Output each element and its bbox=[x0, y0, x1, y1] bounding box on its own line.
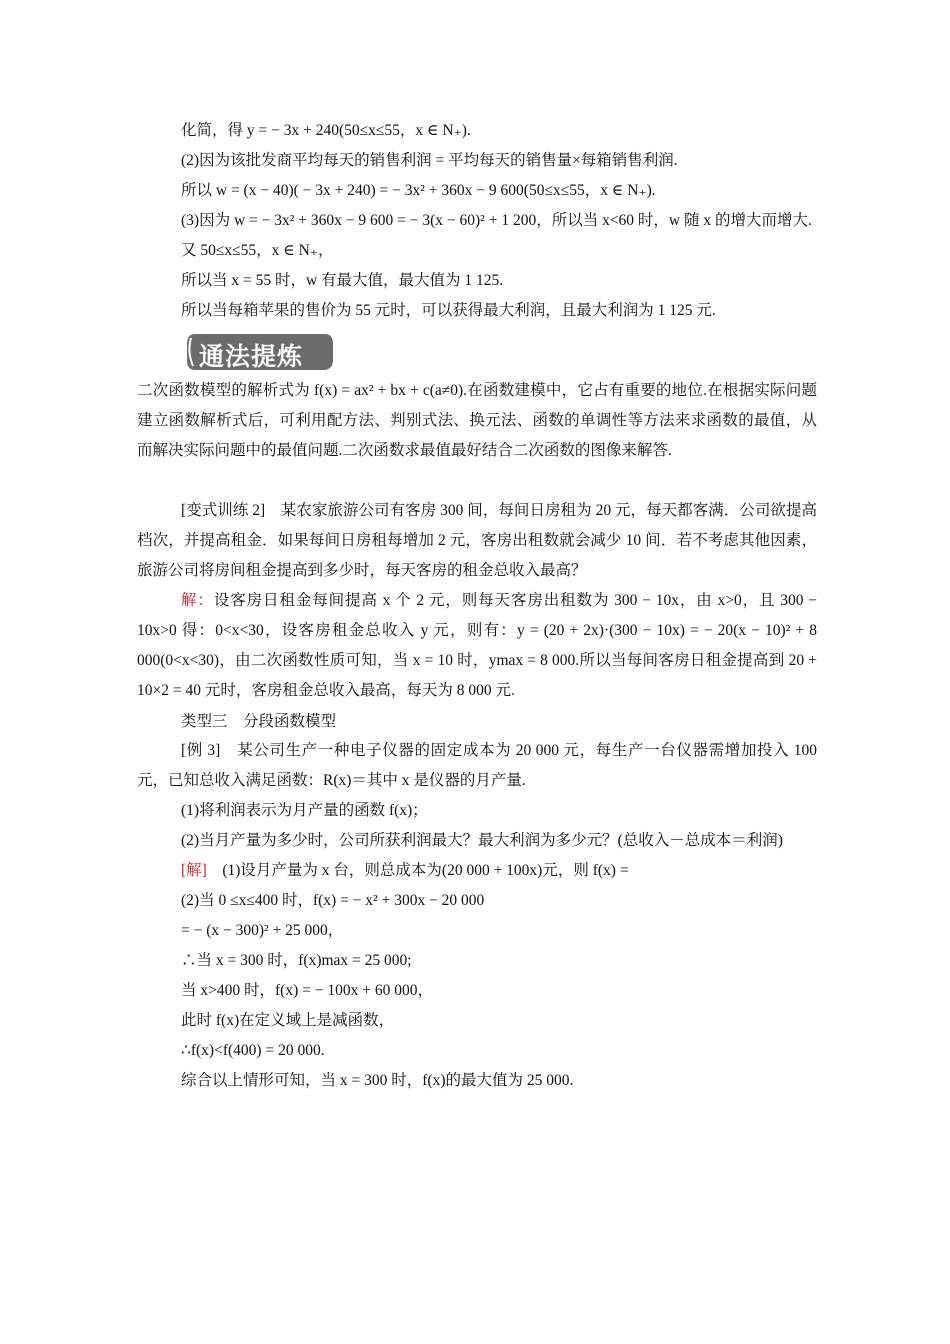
section-heading: 类型三 分段函数模型 bbox=[181, 712, 337, 730]
solution-line: 当 x>400 时，f(x) = − 100x + 60 000， bbox=[181, 982, 433, 999]
example-problem: [例 3] 某公司生产一种电子仪器的固定成本为 20 000 元，每生产一台仪器需增加投入 100 元，已知总收入满足函数：R(x)＝其中 x 是仪器的月产量. bbox=[137, 742, 817, 789]
solution-text: (1)设月产量为 x 台，则总成本为(20 000 + 100x)元，则 f(x) = bbox=[206, 862, 629, 879]
solution-line: = − (x − 300)² + 25 000， bbox=[181, 922, 344, 939]
solution-label: [解] bbox=[181, 862, 207, 879]
question-1: (1)将利润表示为月产量的函数 f(x)； bbox=[181, 802, 428, 819]
solution-text: 设客房日租金每间提高 x 个 2 元，则每天客房出租数为 300 − 10x，由 x>0，且 300 − 10x>0 得：0<x<30，设客房租金总收入 y 元，则有：y = (20 + 2x)·(300 − 10x) = − 20(x − 10)² + 8 000(0<x<30)，由二次函数性质可知，当 x = 10 时，ymax = 8 000.所以当每间客房日租金提高到 20 + 10×2 = 40 元时，客房租金总收入最高，每天为 8 000 元. bbox=[137, 592, 817, 699]
banner-title: 通法提炼 bbox=[199, 342, 304, 371]
solution-label: 解： bbox=[181, 592, 214, 609]
solution-line: 此时 f(x)在定义域上是减函数， bbox=[181, 1012, 395, 1029]
text-line: 所以当每箱苹果的售价为 55 元时，可以获得最大利润，且最大利润为 1 125 元. bbox=[181, 302, 716, 319]
solution-line: (2)当 0 ≤x≤400 时，f(x) = − x² + 300x − 20 000 bbox=[181, 892, 485, 909]
text-line: 所以当 x = 55 时，w 有最大值，最大值为 1 125. bbox=[181, 272, 504, 289]
solution-line: ∴f(x)<f(400) = 20 000. bbox=[181, 1042, 325, 1059]
text-line: (3)因为 w = − 3x² + 360x − 9 600 = − 3(x − 60)² + 1 200，所以当 x<60 时，w 随 x 的增大而增大. bbox=[181, 212, 812, 229]
text-line: 化简，得 y = − 3x + 240(50≤x≤55，x ∈ N₊). bbox=[181, 122, 471, 139]
text-line: (2)因为该批发商平均每天的销售利润 = 平均每天的销售量×每箱销售利润. bbox=[181, 152, 678, 169]
text-line: 所以 w = (x − 40)( − 3x + 240) = − 3x² + 360x − 9 600(50≤x≤55，x ∈ N₊). bbox=[181, 182, 656, 199]
text-line: 又 50≤x≤55，x ∈ N₊， bbox=[181, 242, 334, 259]
solution-line: 综合以上情形可知，当 x = 300 时，f(x)的最大值为 25 000. bbox=[181, 1072, 574, 1089]
exercise-solution bbox=[137, 586, 817, 706]
exercise-problem: [变式训练 2] 某农家旅游公司有客房 300 间，每间日房租为 20 元，每天都客满．公司欲提高档次，并提高租金．如果每间日房租每增加 2 元，客房出租数就会减少 10 间．若不考虑其他因素，旅游公司将房间租金提高到多少时，每天客房的租金总收入最高？ bbox=[137, 502, 817, 579]
solution-line bbox=[137, 856, 817, 886]
document-body bbox=[137, 116, 817, 1096]
summary-paragraph: 二次函数模型的解析式为 f(x) = ax² + bx + c(a≠0).在函数建模中，它占有重要的地位.在根据实际问题建立函数解析式后，可利用配方法、判别式法、换元法、函数的单调性等方法来求函数的最值，从而解决实际问题中的最值问题.二次函数求最值最好结合二次函数的图像来解答. bbox=[137, 382, 817, 459]
solution-line: ∴当 x = 300 时，f(x)max = 25 000; bbox=[181, 952, 412, 969]
question-2: (2)当月产量为多少时，公司所获利润最大？最大利润为多少元？(总收入－总成本＝利润) bbox=[181, 832, 783, 849]
method-summary-banner bbox=[185, 332, 335, 372]
